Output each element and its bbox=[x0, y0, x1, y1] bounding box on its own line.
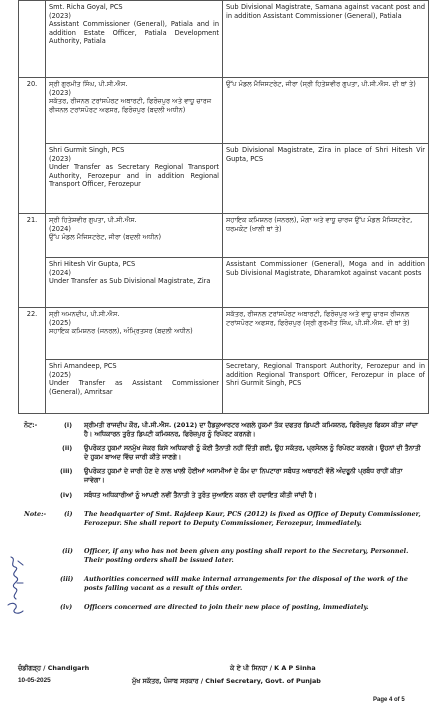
note-number: (iv) bbox=[60, 491, 73, 499]
posting-cell: Sub Divisional Magistrate, Zira in place of Shri Hitesh Vir Gupta, PCS bbox=[223, 144, 429, 214]
note-text: ਸਬੰਧਤ ਅਧਿਕਾਰੀਆਂ ਨੂੰ ਆਪਣੀ ਨਵੀਂ ਤੈਨਾਤੀ ਤੇ ਤੁਰੰਤ ਜੁਆਇਨ ਕਰਨ ਦੀ ਹਦਾਇਤ ਕੀਤੀ ਜਾਂਦੀ ਹੈ। bbox=[84, 491, 317, 499]
officer-cell-punjabi: ਸ੍ਰੀ ਹਿਤੇਸ਼ਵੀਰ ਗੁਪਤਾ, ਪੀ.ਸੀ.ਐਸ. (2024) ਉੱਪ ਮੰਡਲ ਮੈਜਿਸਟਰੇਟ, ਜੀਰਾ (ਬਦਲੀ ਅਧੀਨ) bbox=[46, 214, 223, 258]
note-number: (ii) bbox=[62, 547, 73, 555]
officer-cell-punjabi: ਸ੍ਰੀ ਗੁਰਮੀਤ ਸਿੰਘ, ਪੀ.ਸੀ.ਐਸ. (2023) ਸਕੱਤਰ, ਰੀਜਨਲ ਟਰਾਂਸਪੋਰਟ ਅਥਾਰਟੀ, ਫਿਰੋਜ਼ਪੁਰ ਅਤੇ ਵਾਧੂ ਚਾਰਜ ਰੀਜਨਲ ਟਰਾਂਸਪੋਰਟ ਅਫਸਰ, ਫਿਰੋਜ਼ਪੁਰ (ਬਦਲੀ ਅਧੀਨ) bbox=[46, 78, 223, 144]
footer-designation: ਮੁੱਖ ਸਕੱਤਰ, ਪੰਜਾਬ ਸਰਕਾਰ / Chief Secretary, Govt. of Punjab bbox=[132, 677, 321, 685]
officer-cell-punjabi: ਸ੍ਰੀ ਅਮਨਦੀਪ, ਪੀ.ਸੀ.ਐਸ. (2025) ਸਹਾਇਕ ਕਮਿਸ਼ਨਰ (ਜਨਰਲ), ਅੰਮ੍ਰਿਤਸਰ (ਬਦਲੀ ਅਧੀਨ) bbox=[46, 308, 223, 360]
table-row bbox=[19, 308, 429, 360]
serial-number: 21. bbox=[19, 214, 46, 308]
note-text: ਉਪਰੋਕਤ ਹੁਕਮਾਂ ਦੇ ਜਾਰੀ ਹੋਣ ਦੇ ਨਾਲ ਖਾਲੀ ਹੋਈਆਂ ਅਸਾਮੀਆਂ ਦੇ ਕੰਮ ਦਾ ਨਿਪਟਾਰਾ ਸਬੰਧਤ ਅਥਾਰਟੀ ਵੱਲੋਂ ਅੰਦਰੂਨੀ ਪ੍ਰਬੰਧ ਰਾਹੀਂ ਕੀਤਾ ਜਾਵੇਗਾ। bbox=[84, 467, 403, 484]
note-number: (ii) bbox=[62, 444, 73, 452]
footer-place: ਚੰਡੀਗੜ੍ਹ / Chandigarh bbox=[18, 664, 90, 672]
handwritten-margin-note bbox=[3, 553, 29, 621]
note-text: Authorities concerned will make internal arrangements for the disposal of the work of the posts falling vacant as a result of this order. bbox=[84, 575, 408, 593]
officer-cell: Smt. Richa Goyal, PCS (2023) Assistant Commissioner (General), Patiala and in addition Estate Officer, Patiala Development Authority, Patiala bbox=[46, 1, 223, 78]
note-text: ਉਪਰੋਕਤ ਹੁਕਮਾਂ ਸਨਮੁੱਖ ਜੇਕਰ ਕਿਸੇ ਅਧਿਕਾਰੀ ਨੂੰ ਕੋਈ ਤੈਨਾਤੀ ਨਹੀਂ ਦਿੱਤੀ ਗਈ, ਉਹ ਸਕੱਤਰ, ਪ੍ਰਸੋਨਲ ਨੂੰ ਰਿਪੋਰਟ ਕਰਨਗੇ। ਉਹਨਾਂ ਦੀ ਤੈਨਾਤੀ ਦੇ ਹੁਕਮ ਬਾਅਦ ਵਿੱਚ ਜਾਰੀ ਕੀਤੇ ਜਾਣਗੇ। bbox=[84, 444, 421, 461]
note-number: (i) bbox=[64, 510, 73, 518]
note-number: (i) bbox=[64, 421, 73, 429]
posting-cell: Assistant Commissioner (General), Moga and in addition Sub Divisional Magistrate, Dharamkot against vacant posts bbox=[223, 258, 429, 308]
table-row bbox=[19, 78, 429, 144]
footer-signatory: ਕੇ ਏ ਪੀ ਸਿਨਹਾ / K A P Sinha bbox=[230, 664, 316, 672]
officer-cell: Shri Amandeep, PCS (2025) Under Transfer as Assistant Commissioner (General), Amritsar bbox=[46, 360, 223, 414]
note-number: (iii) bbox=[60, 467, 73, 475]
serial-number: 22. bbox=[19, 308, 46, 414]
note-text: Officer, if any who has not been given any posting shall report to the Secretary, Personnel. Their posting orders shall be issued later. bbox=[84, 547, 409, 565]
note-number: (iv) bbox=[60, 603, 73, 611]
note-number: (iii) bbox=[60, 575, 74, 583]
note-text: ਸ਼੍ਰੀਮਤੀ ਰਾਜਦੀਪ ਕੌਰ, ਪੀ.ਸੀ.ਐਸ. (2012) ਦਾ ਹੈਡਕੁਆਰਟਰ ਅਗਲੇ ਹੁਕਮਾਂ ਤੱਕ ਦਫਤਰ ਡਿਪਟੀ ਕਮਿਸ਼ਨਰ, ਫਿਰੋਜ਼ਪੁਰ ਫਿਕਸ ਕੀਤਾ ਜਾਂਦਾ ਹੈ। ਅਧਿਕਾਰਨ ਤੁਰੰਤ ਡਿਪਟੀ ਕਮਿਸ਼ਨਰ, ਫਿਰੋਜ਼ਪੁਰ ਨੂੰ ਰਿਪੋਰਟ ਕਰਨਗੇ। bbox=[84, 421, 418, 438]
table-row bbox=[19, 214, 429, 258]
transfer-orders-table bbox=[18, 0, 429, 414]
posting-cell-punjabi: ਉੱਪ ਮੰਡਲ ਮੈਜਿਸਟਰੇਟ, ਜੀਰਾ (ਸ੍ਰੀ ਹਿਤੇਸ਼ਵੀਰ ਗੁਪਤਾ, ਪੀ.ਸੀ.ਐਸ. ਦੀ ਥਾਂ ਤੇ) bbox=[223, 78, 429, 144]
footer-date: 10-05-2025 bbox=[18, 677, 51, 684]
table-row bbox=[19, 144, 429, 214]
note-text: Officers concerned are directed to join their new place of posting, immediately. bbox=[84, 603, 369, 611]
note-label-english: Note:- bbox=[24, 510, 47, 518]
posting-cell: Sub Divisional Magistrate, Samana against vacant post and in addition Assistant Commissioner (General), Patiala bbox=[223, 1, 429, 78]
serial-number: 20. bbox=[19, 78, 46, 214]
note-label-punjabi: ਨੋਟ:- bbox=[24, 421, 38, 429]
posting-cell-punjabi: ਸਹਾਇਕ ਕਮਿਸ਼ਨਰ (ਜਨਰਲ), ਮੋਗਾ ਅਤੇ ਵਾਧੂ ਚਾਰਜ ਉੱਪ ਮੰਡਲ ਮੈਜਿਸਟਰੇਟ, ਧਰਮਕੋਟ (ਖਾਲੀ ਥਾਂ ਤੇ) bbox=[223, 214, 429, 258]
officer-cell: Shri Hitesh Vir Gupta, PCS (2024) Under Transfer as Sub Divisional Magistrate, Zira bbox=[46, 258, 223, 308]
officer-cell: Shri Gurmit Singh, PCS (2023) Under Transfer as Secretary Regional Transport Authority, Ferozepur and in addition Regional Transport Officer, Ferozepur bbox=[46, 144, 223, 214]
posting-cell: Secretary, Regional Transport Authority, Ferozepur and in addition Regional Transport Officer, Ferozepur in place of Shri Gurmit Singh, PCS bbox=[223, 360, 429, 414]
table-row bbox=[19, 360, 429, 414]
posting-cell-punjabi: ਸਕੱਤਰ, ਰੀਜਨਲ ਟਰਾਂਸਪੋਰਟ ਅਥਾਰਟੀ, ਫਿਰੋਜ਼ਪੁਰ ਅਤੇ ਵਾਧੂ ਚਾਰਜ ਰੀਜਨਲ ਟਰਾਂਸਪੋਰਟ ਅਫਸਰ, ਫਿਰੋਜ਼ਪੁਰ (ਸ੍ਰੀ ਗੁਰਮੀਤ ਸਿੰਘ, ਪੀ.ਸੀ.ਐਸ. ਦੀ ਥਾਂ ਤੇ) bbox=[223, 308, 429, 360]
table-row bbox=[19, 258, 429, 308]
note-text: The headquarter of Smt. Rajdeep Kaur, PCS (2012) is fixed as Office of Deputy Commissioner, Ferozepur. She shall report to Deputy Commissioner, Ferozepur, immediately. bbox=[84, 510, 421, 528]
page-number: Page 4 of 5 bbox=[373, 697, 405, 703]
table-row bbox=[19, 1, 429, 78]
